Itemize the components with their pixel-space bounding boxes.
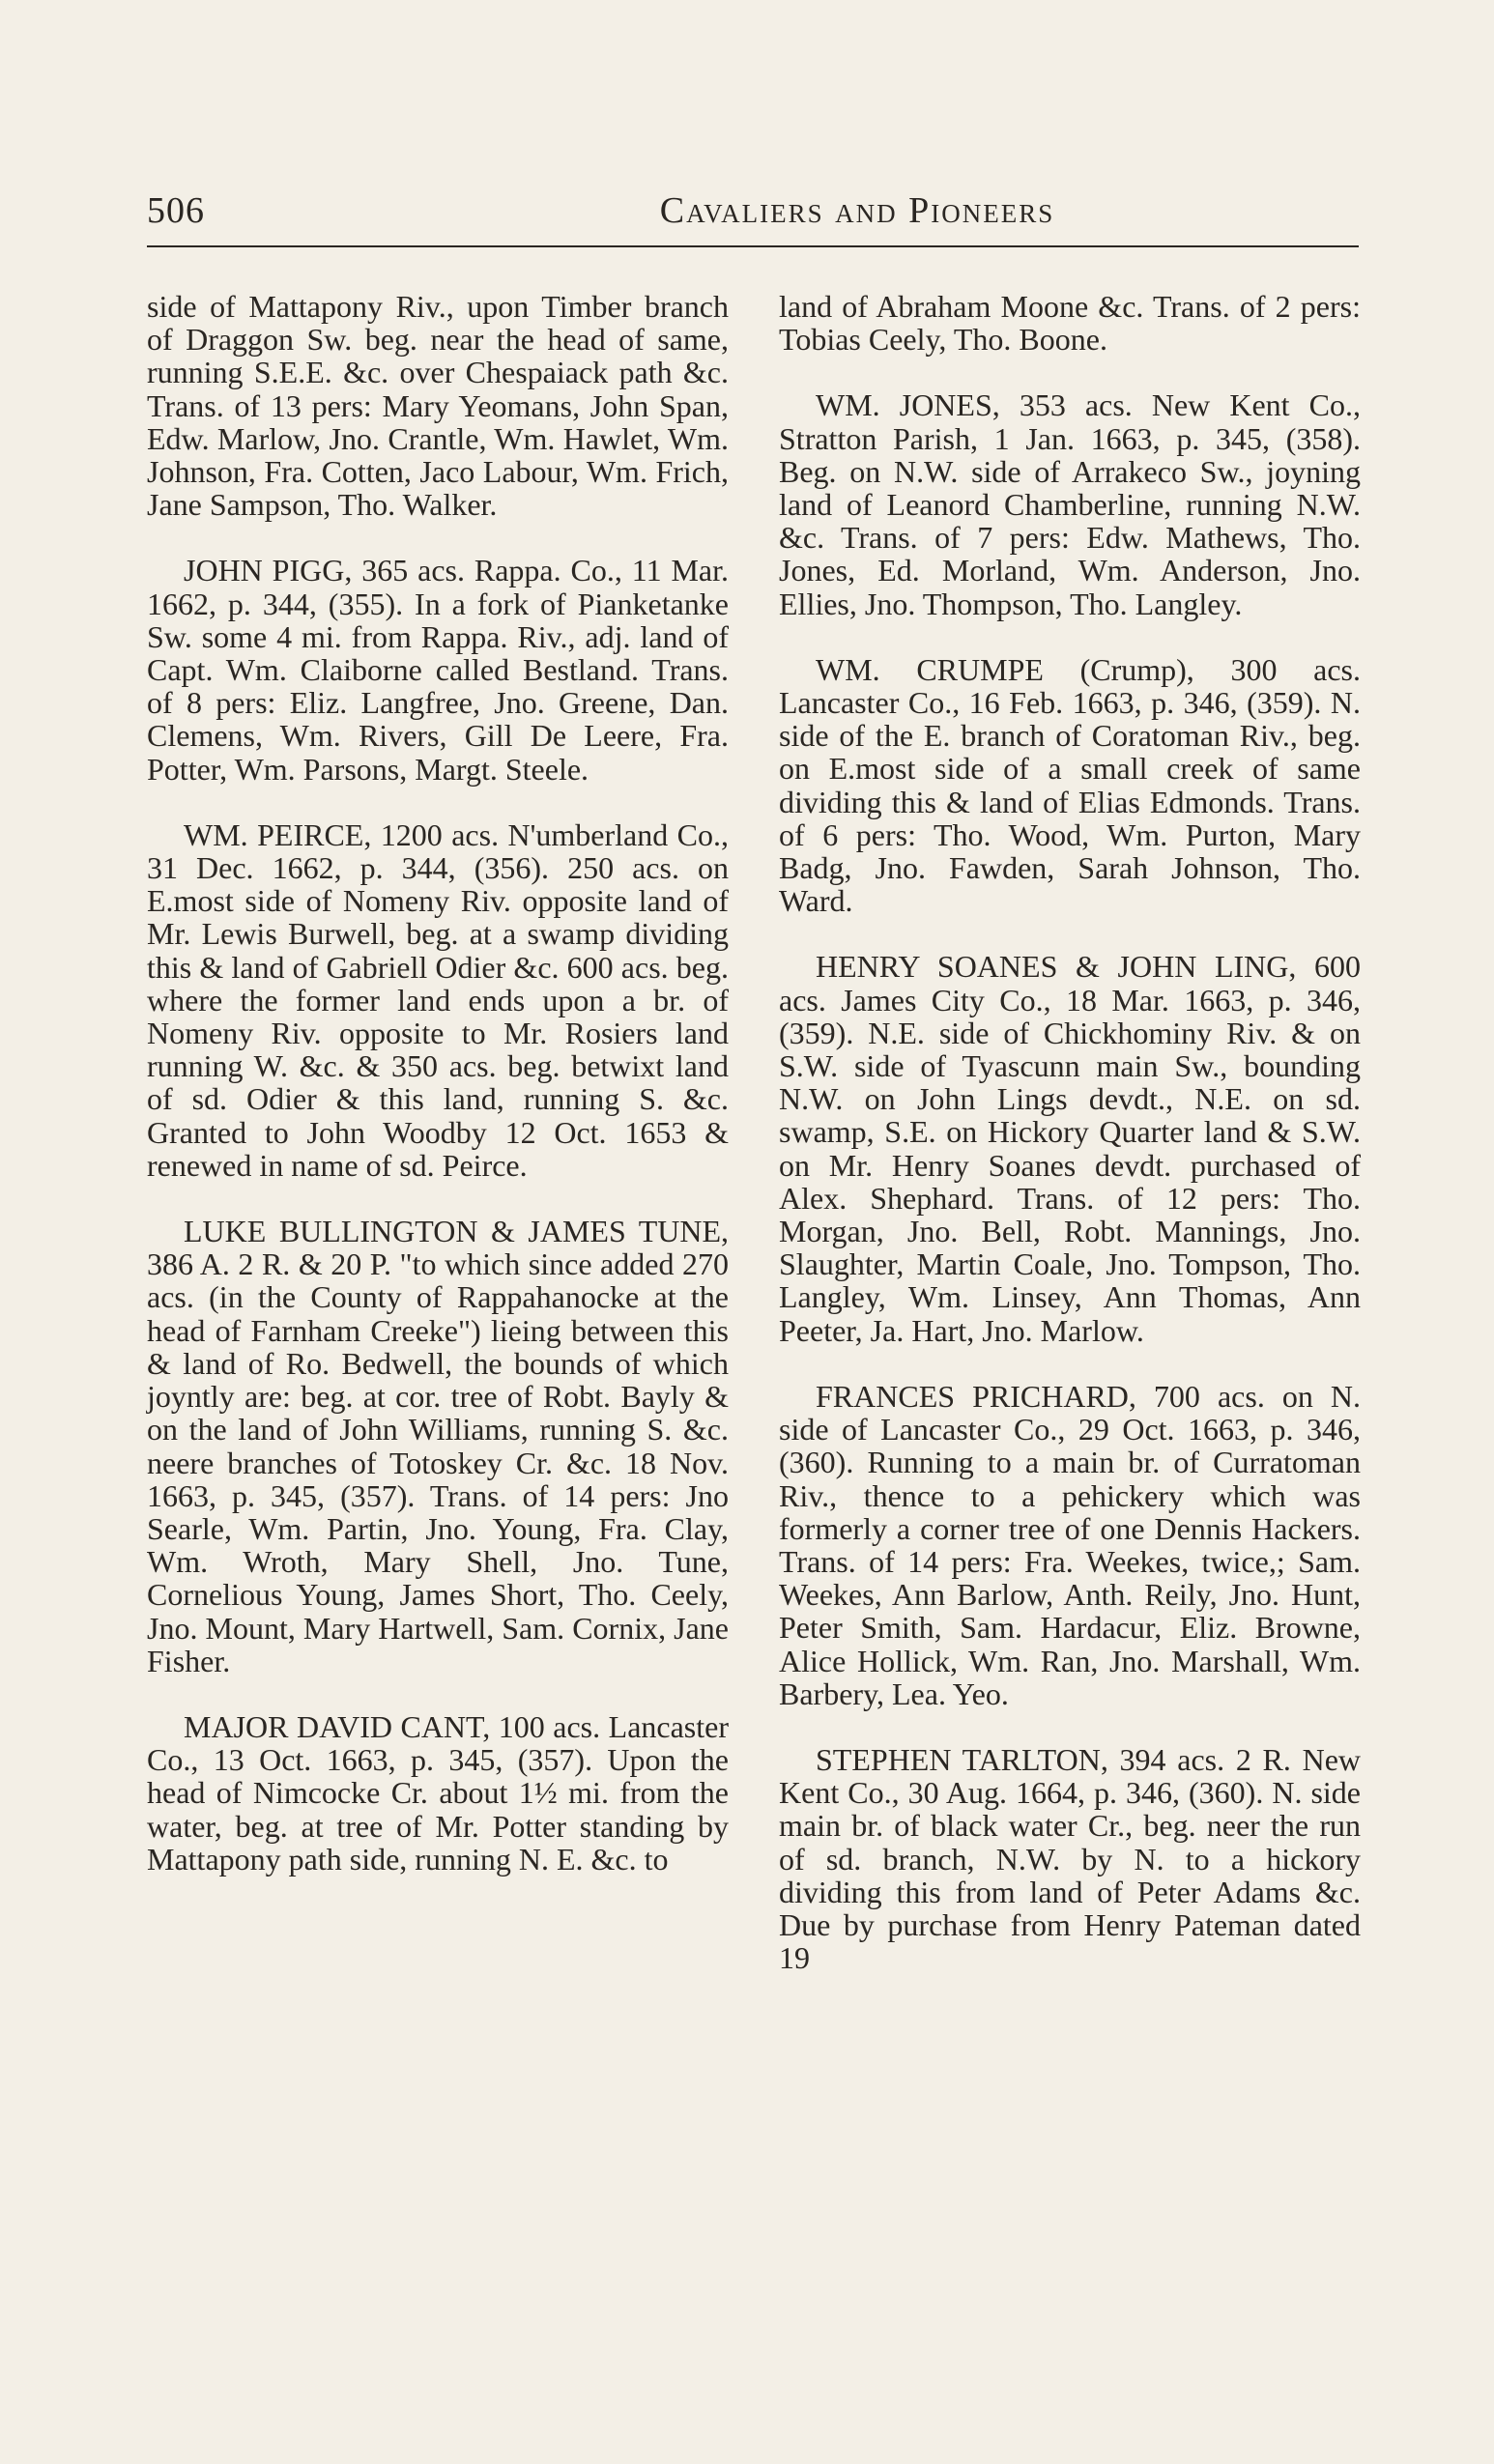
- land-grant-entry-continued: land of Abraham Moone &c. Trans. of 2 pers: Tobias Ceely, Tho. Boone.: [779, 289, 1361, 358]
- land-grant-entry: LUKE BULLINGTON & JAMES TUNE, 386 A. 2 R. & 20 P. "to which since added 270 acs. (in the County of Rappahanocke at the head of Farnham Creeke") lieing between this & land of Ro. Bedwell, the bounds of which joyntly are: beg. at cor. tree of Robt. Bayly & on the land of John Williams, running S. &c. neere branches of Totoskey Cr. &c. 18 Nov. 1663, p. 345, (357). Trans. of 14 pers: Jno Searle, Wm. Partin, Jno. Young, Fra. Clay, Wm. Wroth, Mary Shell, Jno. Tune, Cornelious Young, James Short, Tho. Ceely, Jno. Mount, Mary Hartwell, Sam. Cornix, Jane Fisher.: [147, 1214, 729, 1678]
- header-rule: [147, 245, 1359, 247]
- land-grant-entry: MAJOR DAVID CANT, 100 acs. Lancaster Co., 13 Oct. 1663, p. 345, (357). Upon the head of Nimcocke Cr. about 1½ mi. from the water, beg. at tree of Mr. Potter standing by Mattapony path side, running N. E. &c. to: [147, 1708, 729, 1877]
- page-number: 506: [147, 190, 205, 231]
- left-column: [147, 290, 729, 1908]
- land-grant-entry-continued: side of Mattapony Riv., upon Timber branch of Draggon Sw. beg. near the head of same, running S.E.E. &c. over Chespaiack path &c. Trans. of 13 pers: Mary Yeomans, John Span, Edw. Marlow, Jno. Crantle, Wm. Hawlet, Wm. Johnson, Fra. Cotten, Jaco Labour, Wm. Frich, Jane Sampson, Tho. Walker.: [147, 289, 729, 523]
- land-grant-entry: WM. PEIRCE, 1200 acs. N'umberland Co., 31 Dec. 1662, p. 344, (356). 250 acs. on E.most side of Nomeny Riv. opposite land of Mr. Lewis Burwell, beg. at a swamp dividing this & land of Gabriell Odier &c. 600 acs. beg. where the former land ends upon a br. of Nomeny Riv. opposite to Mr. Rosiers land running W. &c. & 350 acs. beg. betwixt land of sd. Odier & this land, running S. &c. Granted to John Woodby 12 Oct. 1653 & renewed in name of sd. Peirce.: [147, 817, 729, 1183]
- running-title: Cavaliers and Pioneers: [659, 190, 1055, 231]
- land-grant-entry: FRANCES PRICHARD, 700 acs. on N. side of Lancaster Co., 29 Oct. 1663, p. 346, (360). Running to a main br. of Curratoman Riv., thence to a pehickery which was formerly a corner tree of one Dennis Hackers. Trans. of 14 pers: Fra. Weekes, twice,; Sam. Weekes, Ann Barlow, Anth. Reily, Jno. Hunt, Peter Smith, Sam. Hardacur, Eliz. Browne, Alice Hollick, Wm. Ran, Jno. Marshall, Wm. Barbery, Lea. Yeo.: [779, 1378, 1361, 1711]
- page-header: [147, 189, 1355, 247]
- land-grant-entry: STEPHEN TARLTON, 394 acs. 2 R. New Kent Co., 30 Aug. 1664, p. 346, (360). N. side main br. of black water Cr., beg. neer the run of sd. branch, N.W. by N. to a hickory dividing this from land of Peter Adams &c. Due by purchase from Henry Pateman dated 19: [779, 1741, 1361, 1976]
- land-grant-entry: WM. JONES, 353 acs. New Kent Co., Stratton Parish, 1 Jan. 1663, p. 345, (358). Beg. on N.W. side of Arrakeco Sw., joyning land of Leanord Chamberline, running N.W. &c. Trans. of 7 pers: Edw. Mathews, Tho. Jones, Ed. Morland, Wm. Anderson, Jno. Ellies, Jno. Thompson, Tho. Langley.: [779, 387, 1361, 621]
- right-column: [779, 290, 1361, 2007]
- land-grant-entry: HENRY SOANES & JOHN LING, 600 acs. James City Co., 18 Mar. 1663, p. 346, (359). N.E. side of Chickhominy Riv. & on S.W. side of Tyascunn main Sw., bounding N.W. on John Lings devdt., N.E. on sd. swamp, S.E. on Hickory Quarter land & S.W. on Mr. Henry Soanes devdt. purchased of Alex. Shephard. Trans. of 12 pers: Tho. Morgan, Jno. Bell, Robt. Mannings, Jno. Slaughter, Martin Coale, Jno. Tompson, Tho. Langley, Wm. Linsey, Ann Thomas, Ann Peeter, Ja. Hart, Jno. Marlow.: [779, 949, 1361, 1348]
- land-grant-entry: JOHN PIGG, 365 acs. Rappa. Co., 11 Mar. 1662, p. 344, (355). In a fork of Pianketanke Sw. some 4 mi. from Rappa. Riv., adj. land of Capt. Wm. Claiborne called Bestland. Trans. of 8 pers: Eliz. Langfree, Jno. Greene, Dan. Clemens, Wm. Rivers, Gill De Leere, Fra. Potter, Wm. Parsons, Margt. Steele.: [147, 553, 729, 787]
- land-grant-entry: WM. CRUMPE (Crump), 300 acs. Lancaster Co., 16 Feb. 1663, p. 346, (359). N. side of the E. branch of Coratoman Riv., beg. on E.most side of a small creek of same dividing this & land of Elias Edmonds. Trans. of 6 pers: Tho. Wood, Wm. Purton, Mary Badg, Jno. Fawden, Sarah Johnson, Tho. Ward.: [779, 651, 1361, 919]
